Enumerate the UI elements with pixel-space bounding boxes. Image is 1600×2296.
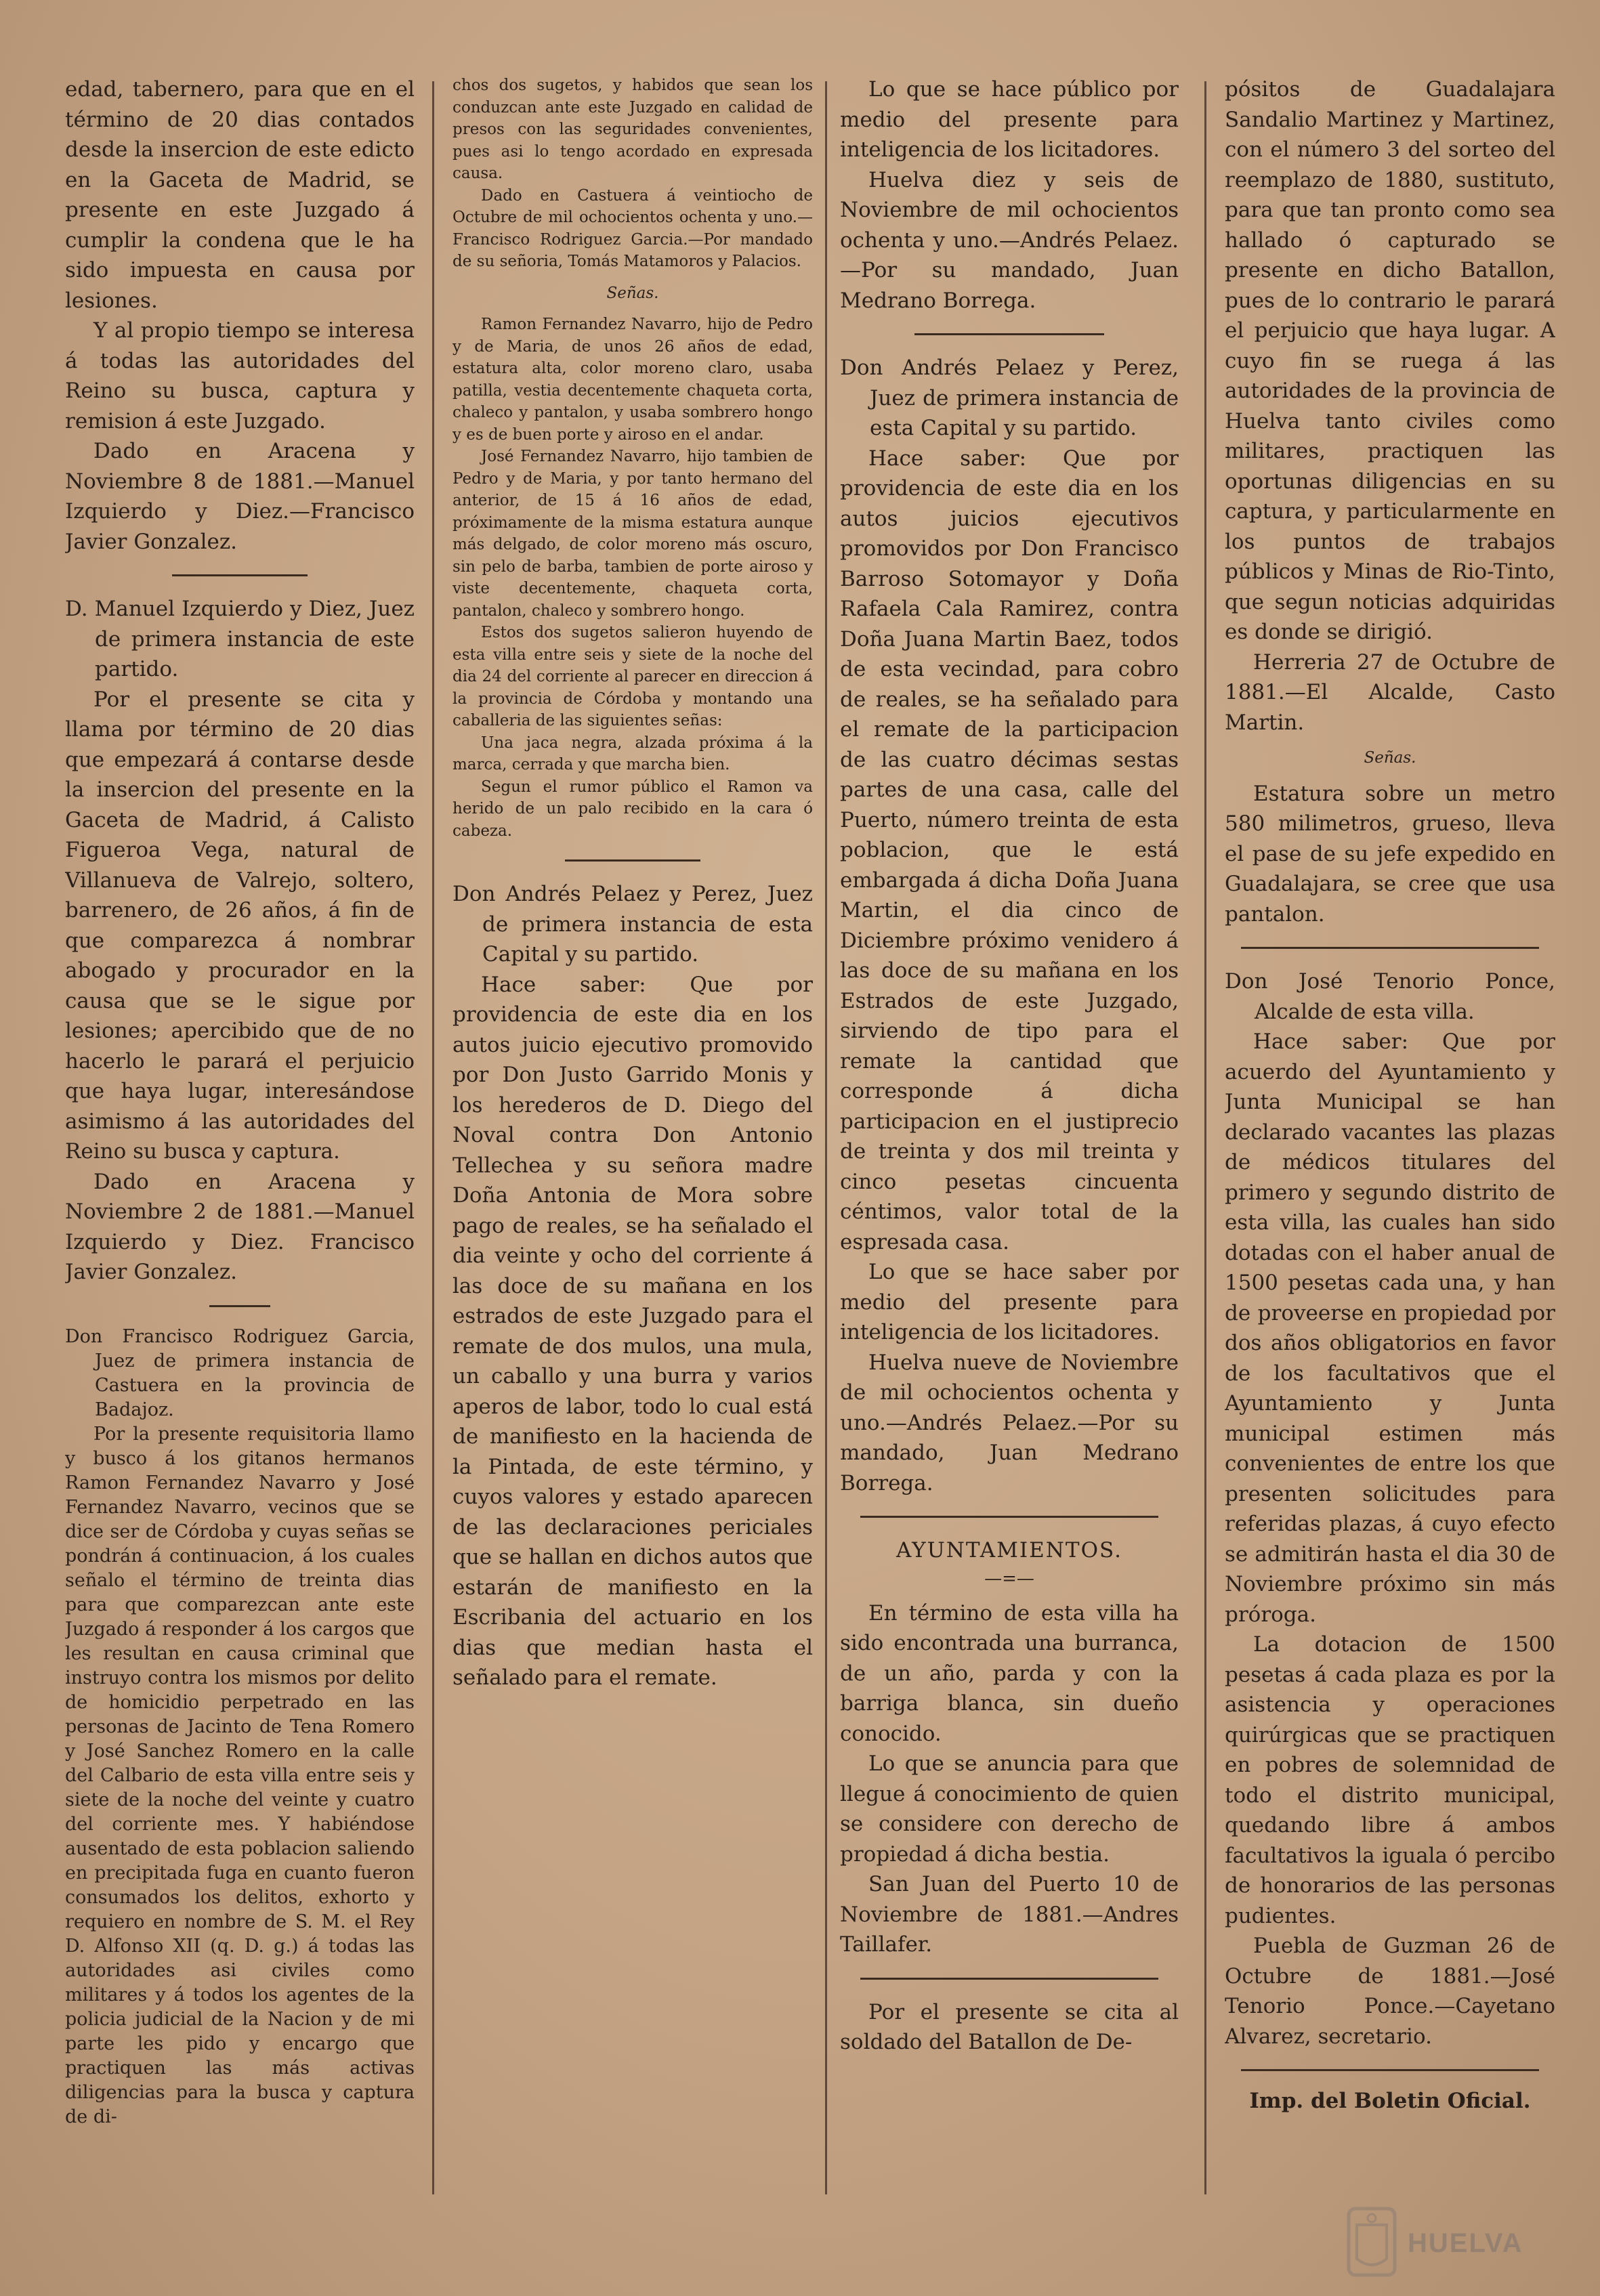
separator-rule [860, 1978, 1158, 1980]
column-rule [432, 81, 434, 2194]
section-heading: AYUNTAMIENTOS. [896, 1538, 1123, 1562]
column-1 [65, 75, 415, 2215]
paragraph: Dado en Castuera á veintiocho de Octubre de mil ochocientos ochenta y uno.—Francisco Rodriguez Garcia.—Por mandado de su señoria, Tomás Matamoros y Palacios. [452, 186, 813, 270]
paragraph: Y al propio tiempo se interesa á todas las autoridades del Reino su busca, captura y remision á este Juzgado. [65, 318, 415, 433]
imprint-line: Imp. del Boletin Oficial. [1249, 2089, 1531, 2113]
paragraph: Por el presente se cita al soldado del Batallon de De- [840, 1999, 1179, 2054]
separator-rule [172, 574, 308, 576]
paragraph: pósitos de Guadalajara Sandalio Martinez y Martinez, con el número 3 del sorteo del reemplazo de 1880, sustituto, para que tan pronto como sea hallado ó capturado se presente en dicho Batallon, pues de lo contrario le parará el perjuicio que haya lugar. A cuyo fin se ruega á las autoridades de la provincia de Huelva tanto civiles como militares, practiquen las oportunas diligencias en su captura, y particularmente en los puntos de trabajos públicos y Minas de Rio-Tinto, que segun noticias adquiridas es donde se dirigió. [1225, 77, 1555, 644]
paragraph: Estatura sobre un metro 580 milimetros, grueso, lleva el pase de su jefe expedido en Guadalajara, se cree que usa pantalon. [1225, 781, 1555, 927]
column-rule [825, 81, 827, 2194]
paragraph: Huelva diez y seis de Noviembre de mil ochocientos ochenta y uno.—Andrés Pelaez.—Por su mandado, Juan Medrano Borrega. [840, 167, 1179, 313]
column-rule [1204, 81, 1206, 2194]
column-4 [1225, 75, 1555, 2215]
paragraph: Lo que se hace público por medio del presente para inteligencia de los licitadores. [840, 77, 1179, 162]
paragraph: Huelva nueve de Noviembre de mil ochocientos ochenta y uno.—Andrés Pelaez.—Por su mandado, Juan Medrano Borrega. [840, 1350, 1179, 1495]
paragraph: Puebla de Guzman 26 de Octubre de 1881.—José Tenorio Ponce.—Cayetano Alvarez, secretario. [1225, 1934, 1555, 2049]
paragraph: Dado en Aracena y Noviembre 2 de 1881.—Manuel Izquierdo y Diez. Francisco Javier Gonzalez. [65, 1169, 415, 1284]
paragraph: Dado en Aracena y Noviembre 8 de 1881.—Manuel Izquierdo y Diez.—Francisco Javier Gonzalez. [65, 439, 415, 554]
paragraph: Por el presente se cita y llama por término de 20 dias que empezará á contarse desde la insercion del presente en la Gaceta de Madrid, á Calisto Figueroa Vega, natural de Villanueva de Valrejo, soltero, barrenero, de 26 años, á fin de que comparezca á nombrar abogado y procurador en la causa que se le sigue por lesiones; apercibido que de no hacerlo le parará el perjuicio que haya lugar, interesándose asimismo á las autoridades del Reino su busca y captura. [65, 687, 415, 1164]
paragraph: Ramon Fernandez Navarro, hijo de Pedro y de Maria, de unos 26 años de edad, estatura alta, color moreno claro, usaba patilla, vestia decentemente chaqueta corta, chaleco y pantalon, y usaba sombrero hongo y es de buen porte y airoso en el andar. [452, 316, 813, 444]
archive-seal-icon [1345, 2205, 1399, 2279]
paragraph: Hace saber: Que por acuerdo del Ayuntamiento y Junta Municipal se han declarado vacantes las plazas de médicos titulares del primero y segundo distrito de esta villa, las cuales han sido dotadas con el haber anual de 1500 pesetas cada una, y han de proveerse en propiedad por dos años obligatorios en favor de los facultativos que el Ayuntamiento y Junta municipal estimen más convenientes de entre los que presenten solicitudes para referidas plazas, á cuyo efecto se admitirán hasta el dia 30 de Noviembre próximo sin más próroga. [1225, 1029, 1555, 1627]
paragraph: Herreria 27 de Octubre de 1881.—El Alcalde, Casto Martin. [1225, 650, 1555, 735]
separator-rule [1241, 947, 1539, 949]
notice-heading: Don José Tenorio Ponce, Alcalde de esta villa. [1225, 969, 1555, 1024]
separator-rule [565, 859, 700, 862]
paragraph: San Juan del Puerto 10 de Noviembre de 1881.—Andres Taillafer. [840, 1872, 1179, 1957]
paragraph: Hace saber: Que por providencia de este dia en los autos juicios ejecutivos promovidos por Don Francisco Barroso Sotomayor y Doña Rafaela Cala Ramirez, contra Doña Juana Martin Baez, todos de esta vecindad, para cobro de reales, se ha señalado para el remate de la participacion de las cuatro décimas sestas partes de una casa, calle del Puerto, número treinta de esta poblacion, que le está embargada á dicha Doña Juana Martin, el dia cinco de Diciembre próximo venidero á las doce de su mañana en los Estrados de este Juzgado, sirviendo de tipo para el remate la cantidad que corresponde á dicha participacion en el justiprecio de treinta y dos mil treinta y cinco pesetas cincuenta céntimos, valor total de la espresada casa. [840, 446, 1179, 1254]
notice-heading: D. Manuel Izquierdo y Diez, Juez de primera instancia de este partido. [65, 597, 415, 681]
paragraph: José Fernandez Navarro, hijo tambien de Pedro y de Maria, y por tanto hermano del anterior, de 15 á 16 años de edad, próximamente de la misma estatura aunque más delgado, de color moreno más oscuro, sin pelo de barba, tambien de porte airoso y viste decentemente, chaqueta corta, pantalon, chaleco y sombrero hongo. [452, 448, 813, 620]
separator-rule [860, 1516, 1158, 1518]
separator-rule [914, 333, 1104, 335]
paragraph: Segun el rumor público el Ramon va herido de un palo recibido en la cara ó cabeza. [452, 778, 813, 840]
paragraph: Lo que se anuncia para que llegue á conocimiento de quien se considere con derecho de propiedad á dicha bestia. [840, 1751, 1179, 1867]
section-label: Señas. [606, 284, 659, 302]
paragraph: edad, tabernero, para que en el término de 20 dias contados desde la insercion de este edicto en la Gaceta de Madrid, se presente en este Juzgado á cumplir la condena que le ha sido impuesta en causa por lesiones. [65, 77, 415, 313]
column-2 [452, 75, 813, 2215]
paragraph: La dotacion de 1500 pesetas á cada plaza es por la asistencia y operaciones quirúrgicas que se practiquen en pobres de solemnidad de todo el distrito municipal, quedando libre á ambos facultativos la iguala ó percibo de honorarios de las personas pudientes. [1225, 1632, 1555, 1928]
paragraph: Por la presente requisitoria llamo y busco á los gitanos hermanos Ramon Fernandez Navarro y José Fernandez Navarro, vecinos que se dice ser de Córdoba y cuyas señas se pondrán á continuacion, á los cuales señalo el término de treinta dias para que comparezcan ante este Juzgado á responder á los cargos que les resultan en causa criminal que instruyo contra los mismos por delito de homicidio perpetrado en las personas de Jacinto de Tena Romero y José Sanchez Romero en la calle del Calbario de esta villa entre seis y siete de la noche del veinte y cuatro del corriente mes. Y habiéndose ausentado de esta poblacion saliendo en precipitada fuga en cuanto fueron consumados los delitos, exhorto y requiero en nombre de S. M. el Rey D. Alfonso XII (q. D. g.) á todas las autoridades asi civiles como militares y á todos los agentes de la policia judicial de la Nacion y de mi parte les pido y encargo que practiquen las más activas diligencias para la busca y captura de di- [65, 1423, 415, 2127]
column-3 [840, 75, 1179, 2215]
heading-ornament: —=— [984, 1568, 1034, 1589]
paragraph: chos dos sugetos, y habidos que sean los conduzcan ante este Juzgado en calidad de presos con las seguridades convenientes, pues asi lo tengo acordado en expresada causa. [452, 77, 813, 182]
notice-heading: Don Andrés Pelaez y Perez, Juez de primera instancia de esta Capital y su partido. [840, 356, 1179, 440]
watermark-text: HUELVA [1408, 2228, 1523, 2258]
paragraph: Hace saber: Que por providencia de este dia en los autos juicio ejecutivo promovido por Don Justo Garrido Monis y los herederos de D. Diego del Noval contra Don Antonio Tellechea y su señora madre Doña Antonia de Mora sobre pago de reales, se ha señalado el dia veinte y ocho del corriente á las doce de su mañana en los estrados de este Juzgado para el remate de dos mulos, una mula, un caballo y una burra y varios aperos de labor, todo lo cual está de manifiesto en la hacienda de la Pintada, de este término, y cuyos valores y estado aparecen de las declaraciones periciales que se hallan en dichos autos que estarán de manifiesto en la Escribania del actuario en los dias que median hasta el señalado para el remate. [452, 972, 813, 1690]
paragraph: Lo que se hace saber por medio del presente para inteligencia de los licitadores. [840, 1260, 1179, 1344]
notice-heading: Don Francisco Rodriguez Garcia, Juez de primera instancia de Castuera en la provincia de Badajoz. [65, 1325, 415, 1420]
separator-rule [1241, 2069, 1539, 2071]
separator-rule [209, 1305, 270, 1307]
paragraph: Estos dos sugetos salieron huyendo de esta villa entre seis y siete de la noche del dia 24 del corriente al parecer en direccion á la provincia de Córdoba y montando una caballeria de las siguientes señas: [452, 624, 813, 729]
notice-heading: Don Andrés Pelaez y Perez, Juez de primera instancia de esta Capital y su partido. [452, 882, 813, 966]
section-label: Señas. [1364, 749, 1416, 767]
paragraph: En término de esta villa ha sido encontrada una burranca, de un año, parda y con la barriga blanca, sin dueño conocido. [840, 1600, 1179, 1746]
paragraph: Una jaca negra, alzada próxima á la marca, cerrada y que marcha bien. [452, 734, 813, 773]
